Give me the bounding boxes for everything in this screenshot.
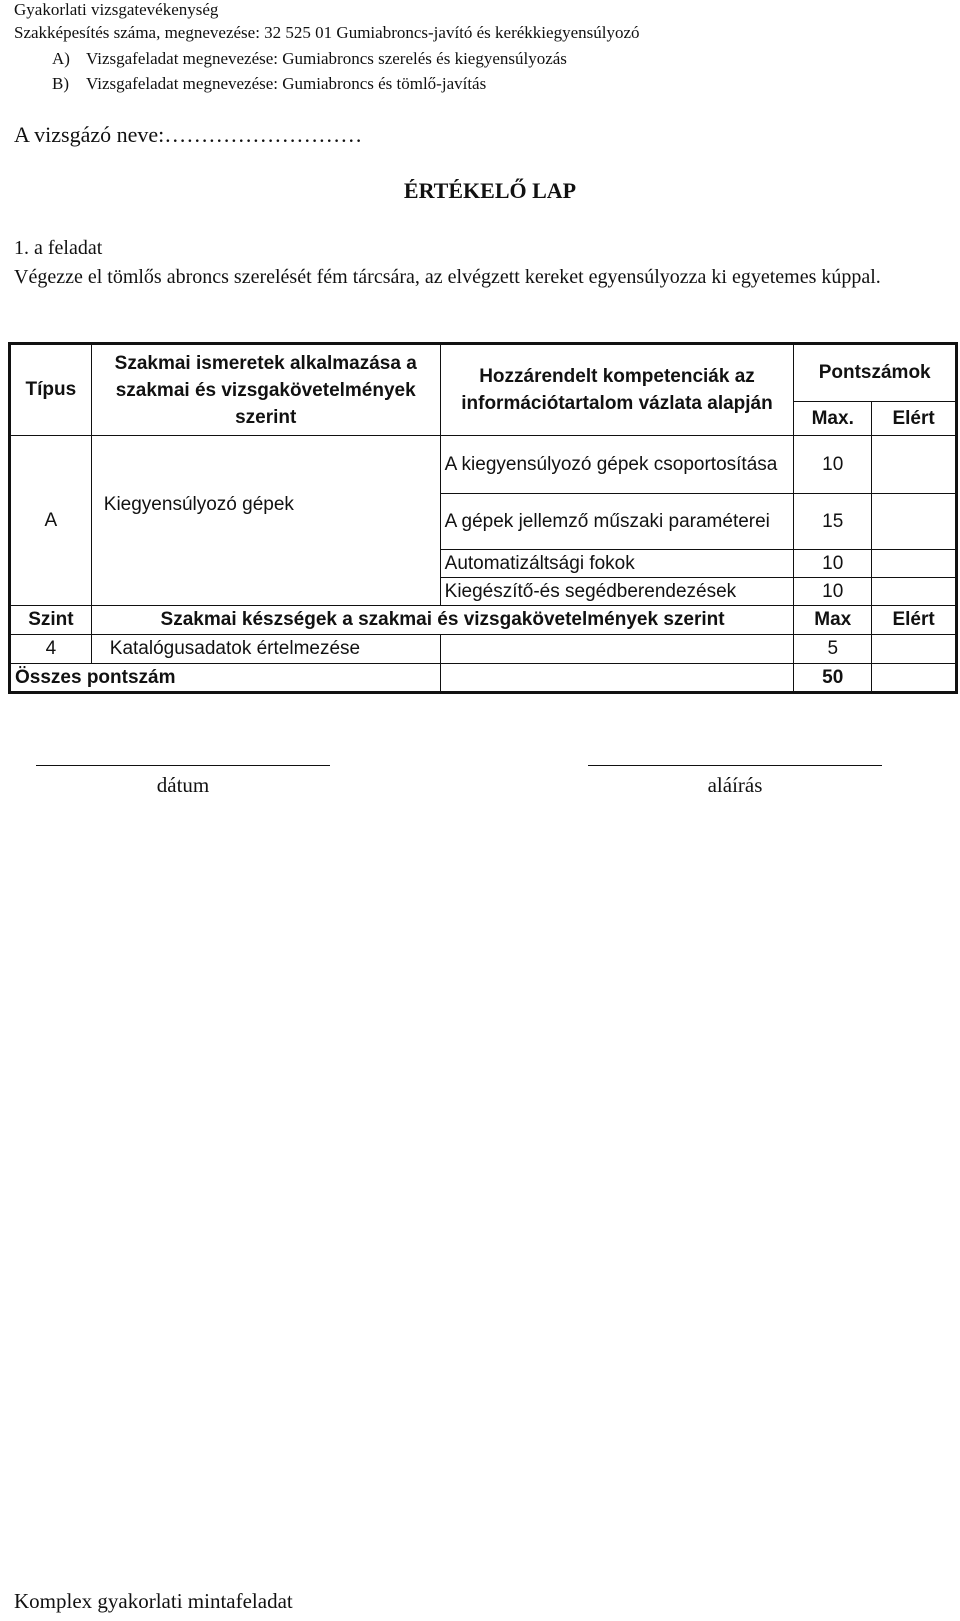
max-points-cell: 15 xyxy=(794,494,872,550)
max-points-cell: 10 xyxy=(794,436,872,494)
task-b-text: Vizsgafeladat megnevezése: Gumiabroncs és tömlő-javítás xyxy=(86,74,487,93)
total-empty-cell xyxy=(440,664,794,693)
total-label-cell: Összes pontszám xyxy=(10,664,441,693)
date-line xyxy=(36,765,330,766)
signature-line xyxy=(588,765,882,766)
achieved-points-cell[interactable] xyxy=(872,494,957,550)
achieved-points-cell[interactable] xyxy=(872,550,957,578)
group-type-cell: A xyxy=(10,436,92,606)
col-competence-header: Hozzárendelt kompetenciák az információtartalom vázlata alapján xyxy=(440,344,794,436)
total-max-cell: 50 xyxy=(794,664,872,693)
skill-max-cell: 5 xyxy=(794,635,872,664)
competence-cell: Automatizáltsági fokok xyxy=(440,550,794,578)
skill-achieved-cell[interactable] xyxy=(872,635,957,664)
col-achieved-header: Elért xyxy=(872,402,957,436)
col-max-header: Max. xyxy=(794,402,872,436)
task-b-marker: B) xyxy=(52,74,69,93)
competence-cell: A gépek jellemző műszaki paraméterei xyxy=(440,494,794,550)
date-label: dátum xyxy=(156,773,210,797)
header-task-b xyxy=(52,74,486,94)
col-type-header: Típus xyxy=(10,344,92,436)
col-points-header: Pontszámok xyxy=(794,344,957,402)
evaluation-table xyxy=(8,342,958,694)
task-number: 1. a feladat xyxy=(14,237,103,259)
achieved-points-cell[interactable] xyxy=(872,578,957,606)
skills-max-header: Max xyxy=(794,606,872,635)
skill-empty-cell xyxy=(440,635,794,664)
max-points-cell: 10 xyxy=(794,578,872,606)
skills-header: Szakmai készségek a szakmai és vizsgakövetelmények szerint xyxy=(91,606,794,635)
page-title: ÉRTÉKELŐ LAP xyxy=(403,178,577,203)
skills-achieved-header: Elért xyxy=(872,606,957,635)
skills-level-header: Szint xyxy=(10,606,92,635)
skill-level-cell: 4 xyxy=(10,635,92,664)
page-footer: Komplex gyakorlati mintafeladat xyxy=(14,1589,293,1613)
task-description: Végezze el tömlős abroncs szerelését fém tárcsára, az elvégzett kereket egyensúlyozza ki egyetemes kúppal. xyxy=(14,266,881,288)
max-points-cell: 10 xyxy=(794,550,872,578)
header-exam-type: Gyakorlati vizsgatevékenység xyxy=(14,0,219,19)
header-task-a xyxy=(52,49,567,69)
total-achieved-cell[interactable] xyxy=(872,664,957,693)
achieved-points-cell[interactable] xyxy=(872,436,957,494)
group-knowledge-cell: Kiegyensúlyozó gépek xyxy=(91,436,440,606)
task-a-marker: A) xyxy=(52,49,70,68)
signature-label: aláírás xyxy=(707,773,763,797)
competence-cell: A kiegyensúlyozó gépek csoportosítása xyxy=(440,436,794,494)
task-a-text: Vizsgafeladat megnevezése: Gumiabroncs szerelés és kiegyensúlyozás xyxy=(86,49,567,68)
header-qualification: Szakképesítés száma, megnevezése: 32 525 01 Gumiabroncs-javító és kerékkiegyensúlyozó xyxy=(14,23,640,42)
skill-name-cell: Katalógusadatok értelmezése xyxy=(91,635,440,664)
candidate-name-field: A vizsgázó neve:……………………… xyxy=(14,122,363,147)
col-knowledge-header: Szakmai ismeretek alkalmazása a szakmai és vizsgakövetelmények szerint xyxy=(91,344,440,436)
competence-cell: Kiegészítő-és segédberendezések xyxy=(440,578,794,606)
